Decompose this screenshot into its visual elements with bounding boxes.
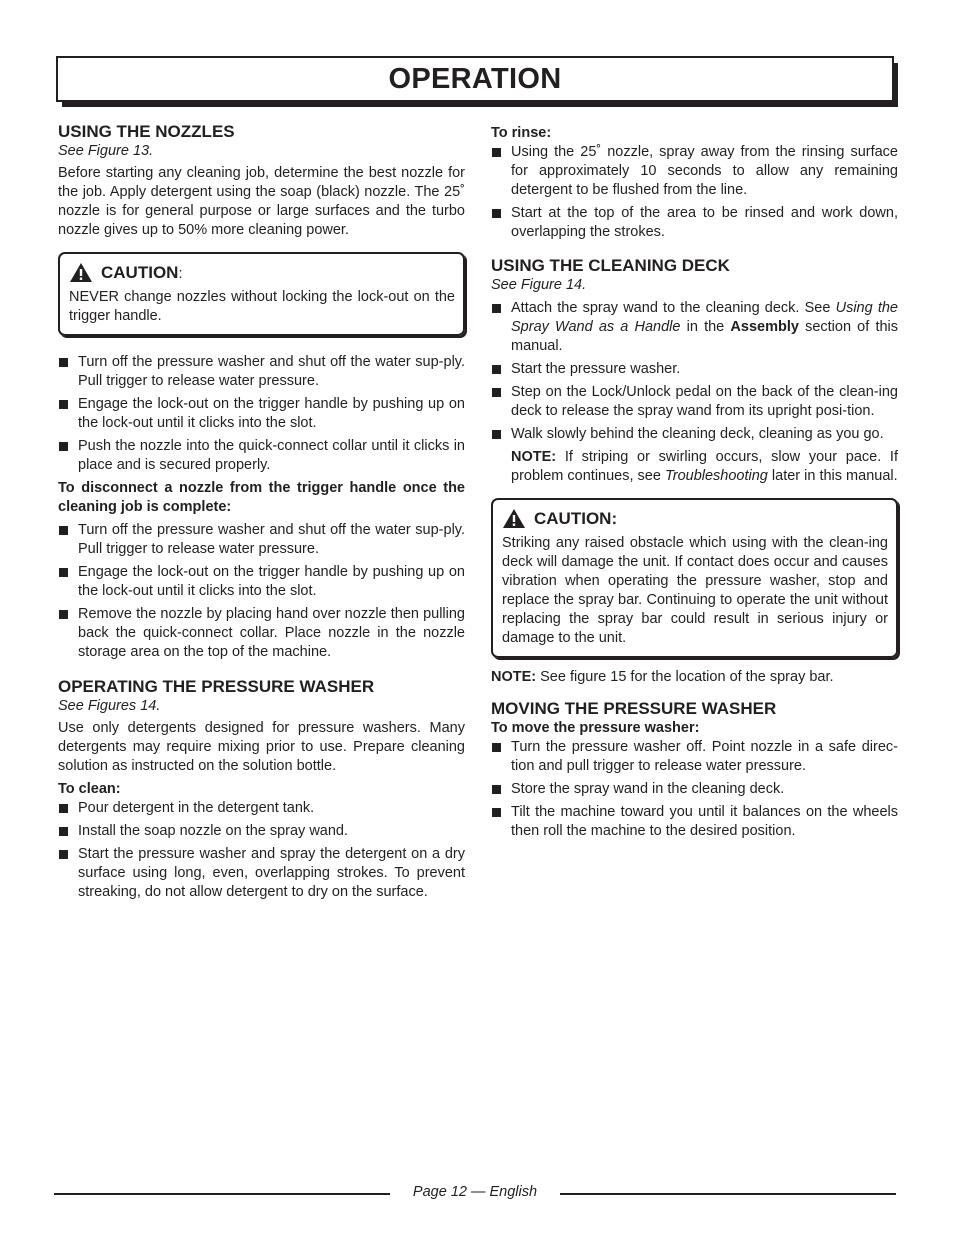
nozzles-heading: USING THE NOZZLES	[58, 122, 235, 141]
to-move-subheading: To move the pressure washer:	[491, 720, 700, 736]
to-rinse-subheading: To rinse:	[491, 125, 552, 141]
nozzles-body: Before starting any cleaning job, determine the best nozzle for the job. Apply detergent using the soap (black) nozzle. The 25˚ nozzle is for general purpose or large surfaces and the turbo nozzle gives up to 50% more cleaning power.	[58, 165, 465, 238]
operating-see-figure: See Figures 14.	[58, 698, 161, 714]
list-item: Store the spray wand in the cleaning deck.	[491, 780, 898, 799]
list-item: Engage the lock-out on the trigger handle by pushing up on the lock-out until it clicks into the slot.	[58, 563, 465, 601]
warning-icon	[502, 508, 526, 529]
list-item: Using the 25˚ nozzle, spray away from the rinsing surface for approximately 10 seconds to allow any remaining detergent to be flushed from the line.	[491, 143, 898, 200]
list-item: Engage the lock-out on the trigger handle by pushing up on the lock-out until it clicks into the slot.	[58, 395, 465, 433]
operating-heading: OPERATING THE PRESSURE WASHER	[58, 677, 375, 696]
caution-text: NEVER change nozzles without locking the lock-out on the trigger handle.	[69, 289, 455, 324]
rinse-steps-list	[491, 143, 898, 242]
caution-text: Striking any raised obstacle which using with the clean-ing deck will damage the unit. If contact does occur and causes vibration when operating the pressure washer, stop and replace the spray bar. Continuing to operate the unit without replacing the spray bar could result in serious injury or damage to the unit.	[502, 535, 888, 646]
list-item: Remove the nozzle by placing hand over nozzle then pulling back the quick-connect collar. Place nozzle in the nozzle storage area on the top of the machine.	[58, 605, 465, 662]
list-item: Start the pressure washer.	[491, 360, 898, 379]
cleaning-deck-note: NOTE: If striping or swirling occurs, slow your pace. If problem continues, see Troubleshooting later in this manual.	[511, 449, 898, 484]
list-item: Start the pressure washer and spray the detergent on a dry surface using long, even, overlapping strokes. To prevent streaking, do not allow detergent to dry on the surface.	[58, 845, 465, 902]
list-item: Turn off the pressure washer and shut off the water sup-ply. Pull trigger to release water pressure.	[58, 521, 465, 559]
list-item: Start at the top of the area to be rinsed and work down, overlapping the strokes.	[491, 204, 898, 242]
caution-colon: :	[178, 265, 183, 282]
list-item: Turn off the pressure washer and shut off the water sup-ply. Pull trigger to release water pressure.	[58, 353, 465, 391]
list-item: Install the soap nozzle on the spray wand.	[58, 822, 465, 841]
spray-bar-note: NOTE: See figure 15 for the location of the spray bar.	[491, 669, 834, 685]
list-item: Pour detergent in the detergent tank.	[58, 799, 465, 818]
page-footer	[54, 1182, 896, 1204]
caution-box-cleaning-deck	[491, 498, 898, 658]
clean-steps-list	[58, 799, 465, 902]
to-clean-subheading: To clean:	[58, 781, 121, 797]
caution-title	[69, 262, 455, 283]
caution-label: CAUTION	[101, 262, 179, 282]
right-column	[491, 124, 898, 845]
left-column	[58, 122, 465, 906]
disconnect-steps-list	[58, 521, 465, 662]
page-title: OPERATION	[388, 62, 562, 95]
cleaning-deck-see-figure: See Figure 14.	[491, 277, 587, 293]
footer-rule-right	[560, 1193, 896, 1195]
cleaning-deck-heading: USING THE CLEANING DECK	[491, 256, 730, 275]
cleaning-deck-steps-list	[491, 299, 898, 444]
caution-label: CAUTION:	[534, 508, 618, 528]
moving-heading: MOVING THE PRESSURE WASHER	[491, 699, 777, 718]
footer-rule-left	[54, 1193, 390, 1195]
nozzles-see-figure: See Figure 13.	[58, 143, 154, 159]
disconnect-subheading: To disconnect a nozzle from the trigger handle once the cleaning job is complete:	[58, 480, 465, 515]
list-item: Attach the spray wand to the cleaning deck. See Using the Spray Wand as a Handle in the Assembly section of this manual.	[491, 299, 898, 356]
list-item: Step on the Lock/Unlock pedal on the back of the clean-ing deck to release the spray wand from its upright posi-tion.	[491, 383, 898, 421]
list-item: Walk slowly behind the cleaning deck, cleaning as you go.	[491, 425, 898, 444]
caution-title	[502, 508, 888, 529]
warning-icon	[69, 262, 93, 283]
nozzle-steps-list	[58, 353, 465, 475]
list-item: Tilt the machine toward you until it balances on the wheels then roll the machine to the desired position.	[491, 803, 898, 841]
page-number: Page 12 — English	[412, 1184, 538, 1200]
moving-steps-list	[491, 738, 898, 841]
caution-box-nozzles	[58, 252, 465, 336]
list-item: Turn the pressure washer off. Point nozzle in a safe direc-tion and pull trigger to release water pressure.	[491, 738, 898, 776]
operating-body: Use only detergents designed for pressure washers. Many detergents may require mixing prior to use. Prepare cleaning solution as instructed on the solution bottle.	[58, 720, 465, 774]
list-item: Push the nozzle into the quick-connect collar until it clicks in place and is secured properly.	[58, 437, 465, 475]
page-header	[56, 56, 894, 102]
